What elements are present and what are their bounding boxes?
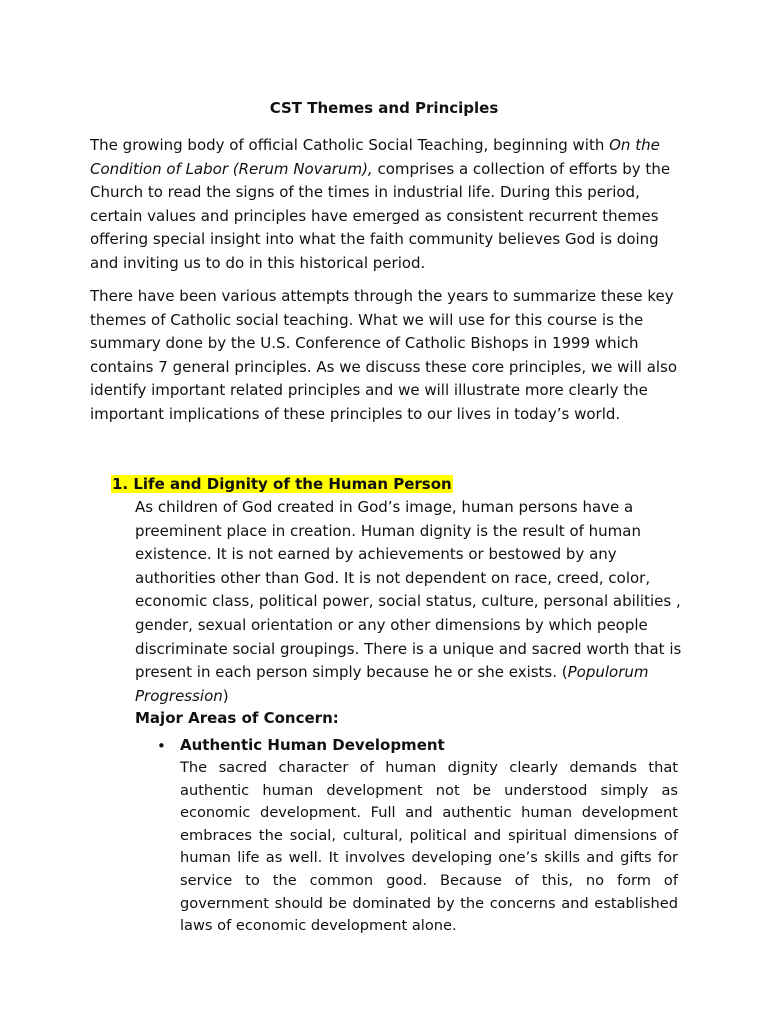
summary-paragraph: There have been various attempts through the years to summarize these key themes of Catholic social teaching. What we will use for this course is the summary done by the U.S. Conference of Catholic Bishops in 1999 which contains 7 general principles. As we discuss these core principles, we will also identify important related principles and we will illustrate more clearly the important implications of these principles to our lives in today’s world. — [90, 287, 678, 423]
intro-text-start: The growing body of official Catholic Social Teaching, beginning with — [90, 136, 610, 154]
bullet-paragraph: The sacred character of human dignity clearly demands that authentic human development not be understood simply as economic development. Full and authentic human development embraces the social, cultural, political and spiritual dimensions of human life as well. It involves developing one’s skills and gifts for service to the common good. Because of this, no form of government should be dominated by the concerns and established laws of economic development alone. — [180, 759, 678, 935]
document-title: CST Themes and Principles — [269, 99, 499, 117]
major-areas-heading: Major Areas of Concern: — [135, 709, 339, 727]
intro-text-end: comprises a collection of efforts by the Church to read the signs of the times in industrial life. During this period, certain values and principles have emerged as consistent recurrent themes offering special insight into what the faith community believes God is doing and inviting us to do in this historical period. — [90, 159, 671, 272]
section-italic-citation: Populorum Progression — [135, 663, 649, 705]
intro-paragraph — [90, 134, 678, 276]
section-text-start: As children of God created in God’s image, human persons have a preeminent place in creation. Human dignity is the result of human existence. It is not earned by achievements or bestowed by any authorities other than God. It is not dependent on race, creed, color, economic class, political power, social status, culture, personal abilities , gender, sexual orientation or any other dimensions by which people discriminate social groupings. There is a unique and sacred worth that is present in each person simply because he or she exists. ( — [135, 498, 682, 682]
section-text-end: ) — [222, 686, 229, 705]
intro-italic-title: On the Condition of Labor (Rerum Novarum), — [90, 136, 660, 178]
highlighted-heading-text: 1. Life and Dignity of the Human Person — [112, 475, 452, 493]
bullet-point-icon: • — [157, 737, 166, 755]
section-paragraph — [135, 496, 683, 708]
bullet-title: Authentic Human Development — [180, 736, 445, 754]
section-heading — [111, 473, 453, 495]
